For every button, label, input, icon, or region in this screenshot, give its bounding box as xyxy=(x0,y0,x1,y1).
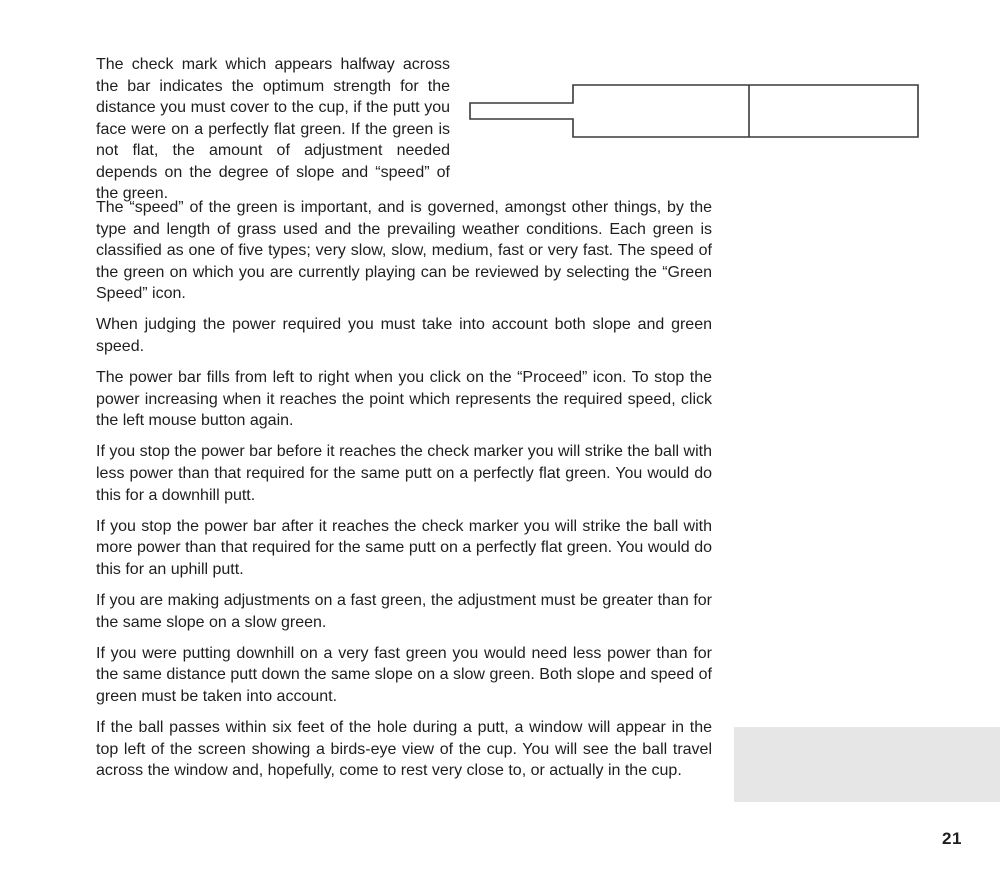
paragraph-downhill-fast: If you were putting downhill on a very fast green you would need less power than for the same distance putt down the same slope on a slow green. Both slope and speed of green must be taken into account. xyxy=(96,644,712,705)
grey-margin-panel xyxy=(734,727,1000,802)
power-bar-shape xyxy=(470,85,918,137)
power-bar-outline xyxy=(468,83,920,139)
paragraph-judging-power: When judging the power required you must take into account both slope and green speed. xyxy=(96,316,712,356)
paragraph-power-bar-fill: The power bar fills from left to right when you click on the “Proceed” icon. To stop the power increasing when it reaches the point which represents the required speed, click the left mouse button again. xyxy=(96,369,712,430)
paragraph-birds-eye: If the ball passes within six feet of the hole during a putt, a window will appear in the top left of the screen showing a birds-eye view of the cup. You will see the ball travel across the window and, hopefully, come to rest very close to, or actually in the cup. xyxy=(96,718,712,780)
page-number: 21 xyxy=(942,829,962,848)
paragraph-green-speed: The “speed” of the green is important, and is governed, amongst other things, by the type and length of grass used and the prevailing weather conditions. Each green is classified as one of five types; very slow, slow, medium, fast or very fast. The speed of the green on which you are currently playing can be reviewed by selecting the “Green Speed” icon. xyxy=(96,199,712,303)
paragraph-fast-green: If you are making adjustments on a fast green, the adjustment must be greater than for the same slope on a slow green. xyxy=(96,592,712,631)
power-bar-diagram xyxy=(468,83,920,139)
paragraph-stop-before-marker: If you stop the power bar before it reaches the check marker you will strike the ball with less power than that required for the same putt on a perfectly flat green. You would do this for a downhill putt. xyxy=(96,443,712,504)
paragraph-stop-after-marker: If you stop the power bar after it reaches the check marker you will strike the ball with more power than that required for the same putt on a perfectly flat green. You would do this for an uphill putt. xyxy=(96,517,712,578)
body-text xyxy=(96,197,712,791)
intro-paragraph: The check mark which appears halfway across the bar indicates the optimum strength for the distance you must cover to the cup, if the putt you face were on a perfectly flat green. If the green is not flat, the amount of adjustment needed depends on the degree of slope and “speed” of the green. xyxy=(96,56,450,202)
